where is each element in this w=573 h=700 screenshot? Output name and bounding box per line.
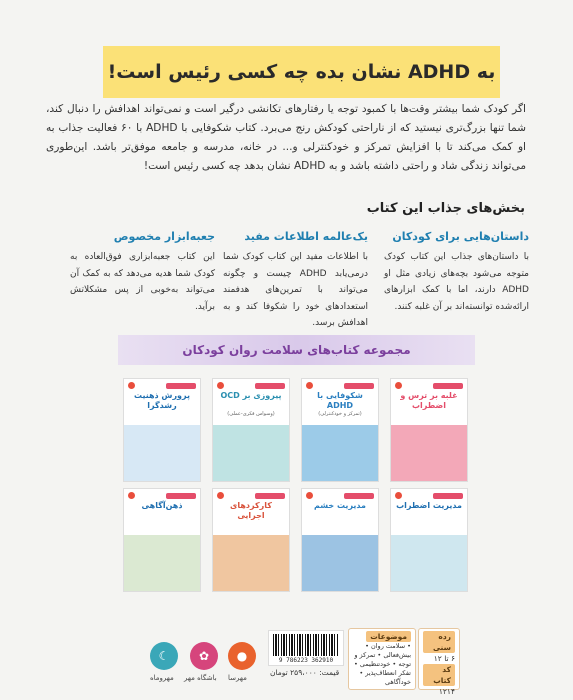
mehromah-logo-icon: ☾ xyxy=(150,642,178,670)
cover-illustration xyxy=(124,535,200,591)
publisher-logo-icon xyxy=(306,382,313,389)
cover-illustration xyxy=(391,535,467,591)
feature-body: با اطلاعات مفید این کتاب کودک شما درمی‌یابد ADHD چیست و چگونه می‌تواند با تمرین‌های هدفمند استعدادهای خود را شکوفا کند و به اهدافش برسد. xyxy=(223,252,369,328)
club-logo-icon: ✿ xyxy=(190,642,218,670)
feature-information xyxy=(223,230,368,332)
publisher-logo-icon xyxy=(217,382,224,389)
intro-paragraph: اگر کودک شما بیشتر وقت‌ها با کمبود توجه یا رفتارهای تکانشی درگیر است و نمی‌تواند اهدافش را دنبال کند، شما تنها بزرگ‌تری نیستید که از ناراحتی کودکش رنج می‌برد. کتاب شکوفایی با ADHD با ۶۰ فعالیت جذاب به او کمک می‌کند تا با افزایش تمرکز و خودکنترلی و... در خانه، مدرسه و جامعه موفق‌تر باشد. این‌طوری می‌تواند زندگی شاد و راحتی داشته باشد و به ADHD نشان بدهد چه کسی رئیس است! xyxy=(46,103,526,172)
book-title: شکوفایی با ADHD xyxy=(317,391,363,410)
book-cover[interactable] xyxy=(390,378,468,482)
cover-illustration xyxy=(391,425,467,481)
series-banner xyxy=(118,335,475,365)
feature-toolbox xyxy=(70,230,215,315)
book-cover[interactable] xyxy=(123,378,201,482)
banner-title: به ADHD نشان بده چه کسی رئیس است! xyxy=(107,61,496,83)
barcode xyxy=(268,630,344,666)
feature-heading: داستان‌هایی برای کودکان xyxy=(392,230,529,243)
cover-illustration xyxy=(213,425,289,481)
cover-illustration xyxy=(124,425,200,481)
series-badge xyxy=(344,493,374,499)
book-cover[interactable] xyxy=(212,378,290,482)
series-badge xyxy=(344,383,374,389)
publisher-logo-icon xyxy=(128,492,135,499)
feature-stories xyxy=(384,230,529,315)
book-cover[interactable] xyxy=(301,488,379,592)
book-cover[interactable] xyxy=(123,488,201,592)
series-badge xyxy=(166,383,196,389)
cover-illustration xyxy=(213,535,289,591)
book-title: غلبه بر ترس و اضطراب xyxy=(400,391,458,410)
code-label: کد کتاب xyxy=(423,664,455,686)
features-title: بخش‌های جذاب این کتاب xyxy=(366,201,525,216)
series-badge xyxy=(255,493,285,499)
topics-box xyxy=(348,628,416,690)
book-title: مدیریت اضطراب xyxy=(396,501,462,510)
book-title: پرورش ذهنیت رشدگرا xyxy=(133,391,191,410)
age-value: ۶ تا ۱۲ xyxy=(433,654,455,663)
book-subtitle: (تمرکز و خودکنترلی) xyxy=(318,411,362,417)
barcode-bars xyxy=(273,634,339,656)
series-title: مجموعه کتاب‌های سلامت روان کودکان xyxy=(182,343,411,357)
cover-illustration xyxy=(302,535,378,591)
book-title: ذهن‌آگاهی xyxy=(141,501,183,510)
book-cover[interactable] xyxy=(301,378,379,482)
barcode-number: 9 786223 362910 xyxy=(278,657,334,664)
publisher-name: باشگاه مهر xyxy=(184,674,217,682)
publisher-name: مهرسا xyxy=(228,674,247,682)
code-value: ۱۲۱۴ xyxy=(438,687,455,696)
publisher-logo-icon xyxy=(306,492,313,499)
publisher-logo-icon xyxy=(395,492,402,499)
series-badge xyxy=(433,493,463,499)
book-cover[interactable] xyxy=(390,488,468,592)
cover-illustration xyxy=(302,425,378,481)
mehrsa-logo-icon: ● xyxy=(228,642,256,670)
book-title: کارکردهای اجرایی xyxy=(230,501,272,520)
price: قیمت: ۲۵۹،۰۰۰ تومان xyxy=(270,668,340,677)
age-code-box xyxy=(418,628,460,696)
publisher-logo-icon xyxy=(128,382,135,389)
age-label: رده سنی xyxy=(423,631,455,653)
series-badge xyxy=(433,383,463,389)
topics-label: موضوعات xyxy=(366,631,411,642)
publisher-logo-icon xyxy=(395,382,402,389)
book-subtitle: (وسواس فکری-عملی) xyxy=(227,411,275,417)
book-title: مدیریت خشم xyxy=(314,501,366,510)
title-banner xyxy=(103,46,500,98)
topics-value: • سلامت روان • بیش‌فعالی • تمرکز و توجه • خودتنظیمی • تفکر انعطاف‌پذیر • خودآگاهی xyxy=(353,642,411,686)
feature-body: این کتاب جعبه‌ابزاری فوق‌العاده به کودک شما هدیه می‌دهد که به کمک آن می‌تواند به‌خوبی از پس مشکلاتش برآید. xyxy=(70,252,215,312)
series-badge xyxy=(166,493,196,499)
series-badge xyxy=(255,383,285,389)
feature-heading: یک‌عالمه اطلاعات مفید xyxy=(244,230,368,243)
feature-body: با داستان‌های جذاب این کتاب کودک متوجه می‌شود بچه‌های زیادی مثل او ADHD دارند، اما با کمک ابزارهای ارائه‌شده توانسته‌اند بر آن غلبه کنند. xyxy=(384,252,529,312)
feature-heading: جعبه‌ابزار مخصوص xyxy=(113,230,215,243)
publisher-logo-icon xyxy=(217,492,224,499)
publisher-name: مهروماه xyxy=(150,674,174,682)
book-title: پیروزی بر OCD xyxy=(220,391,282,400)
book-cover[interactable] xyxy=(212,488,290,592)
